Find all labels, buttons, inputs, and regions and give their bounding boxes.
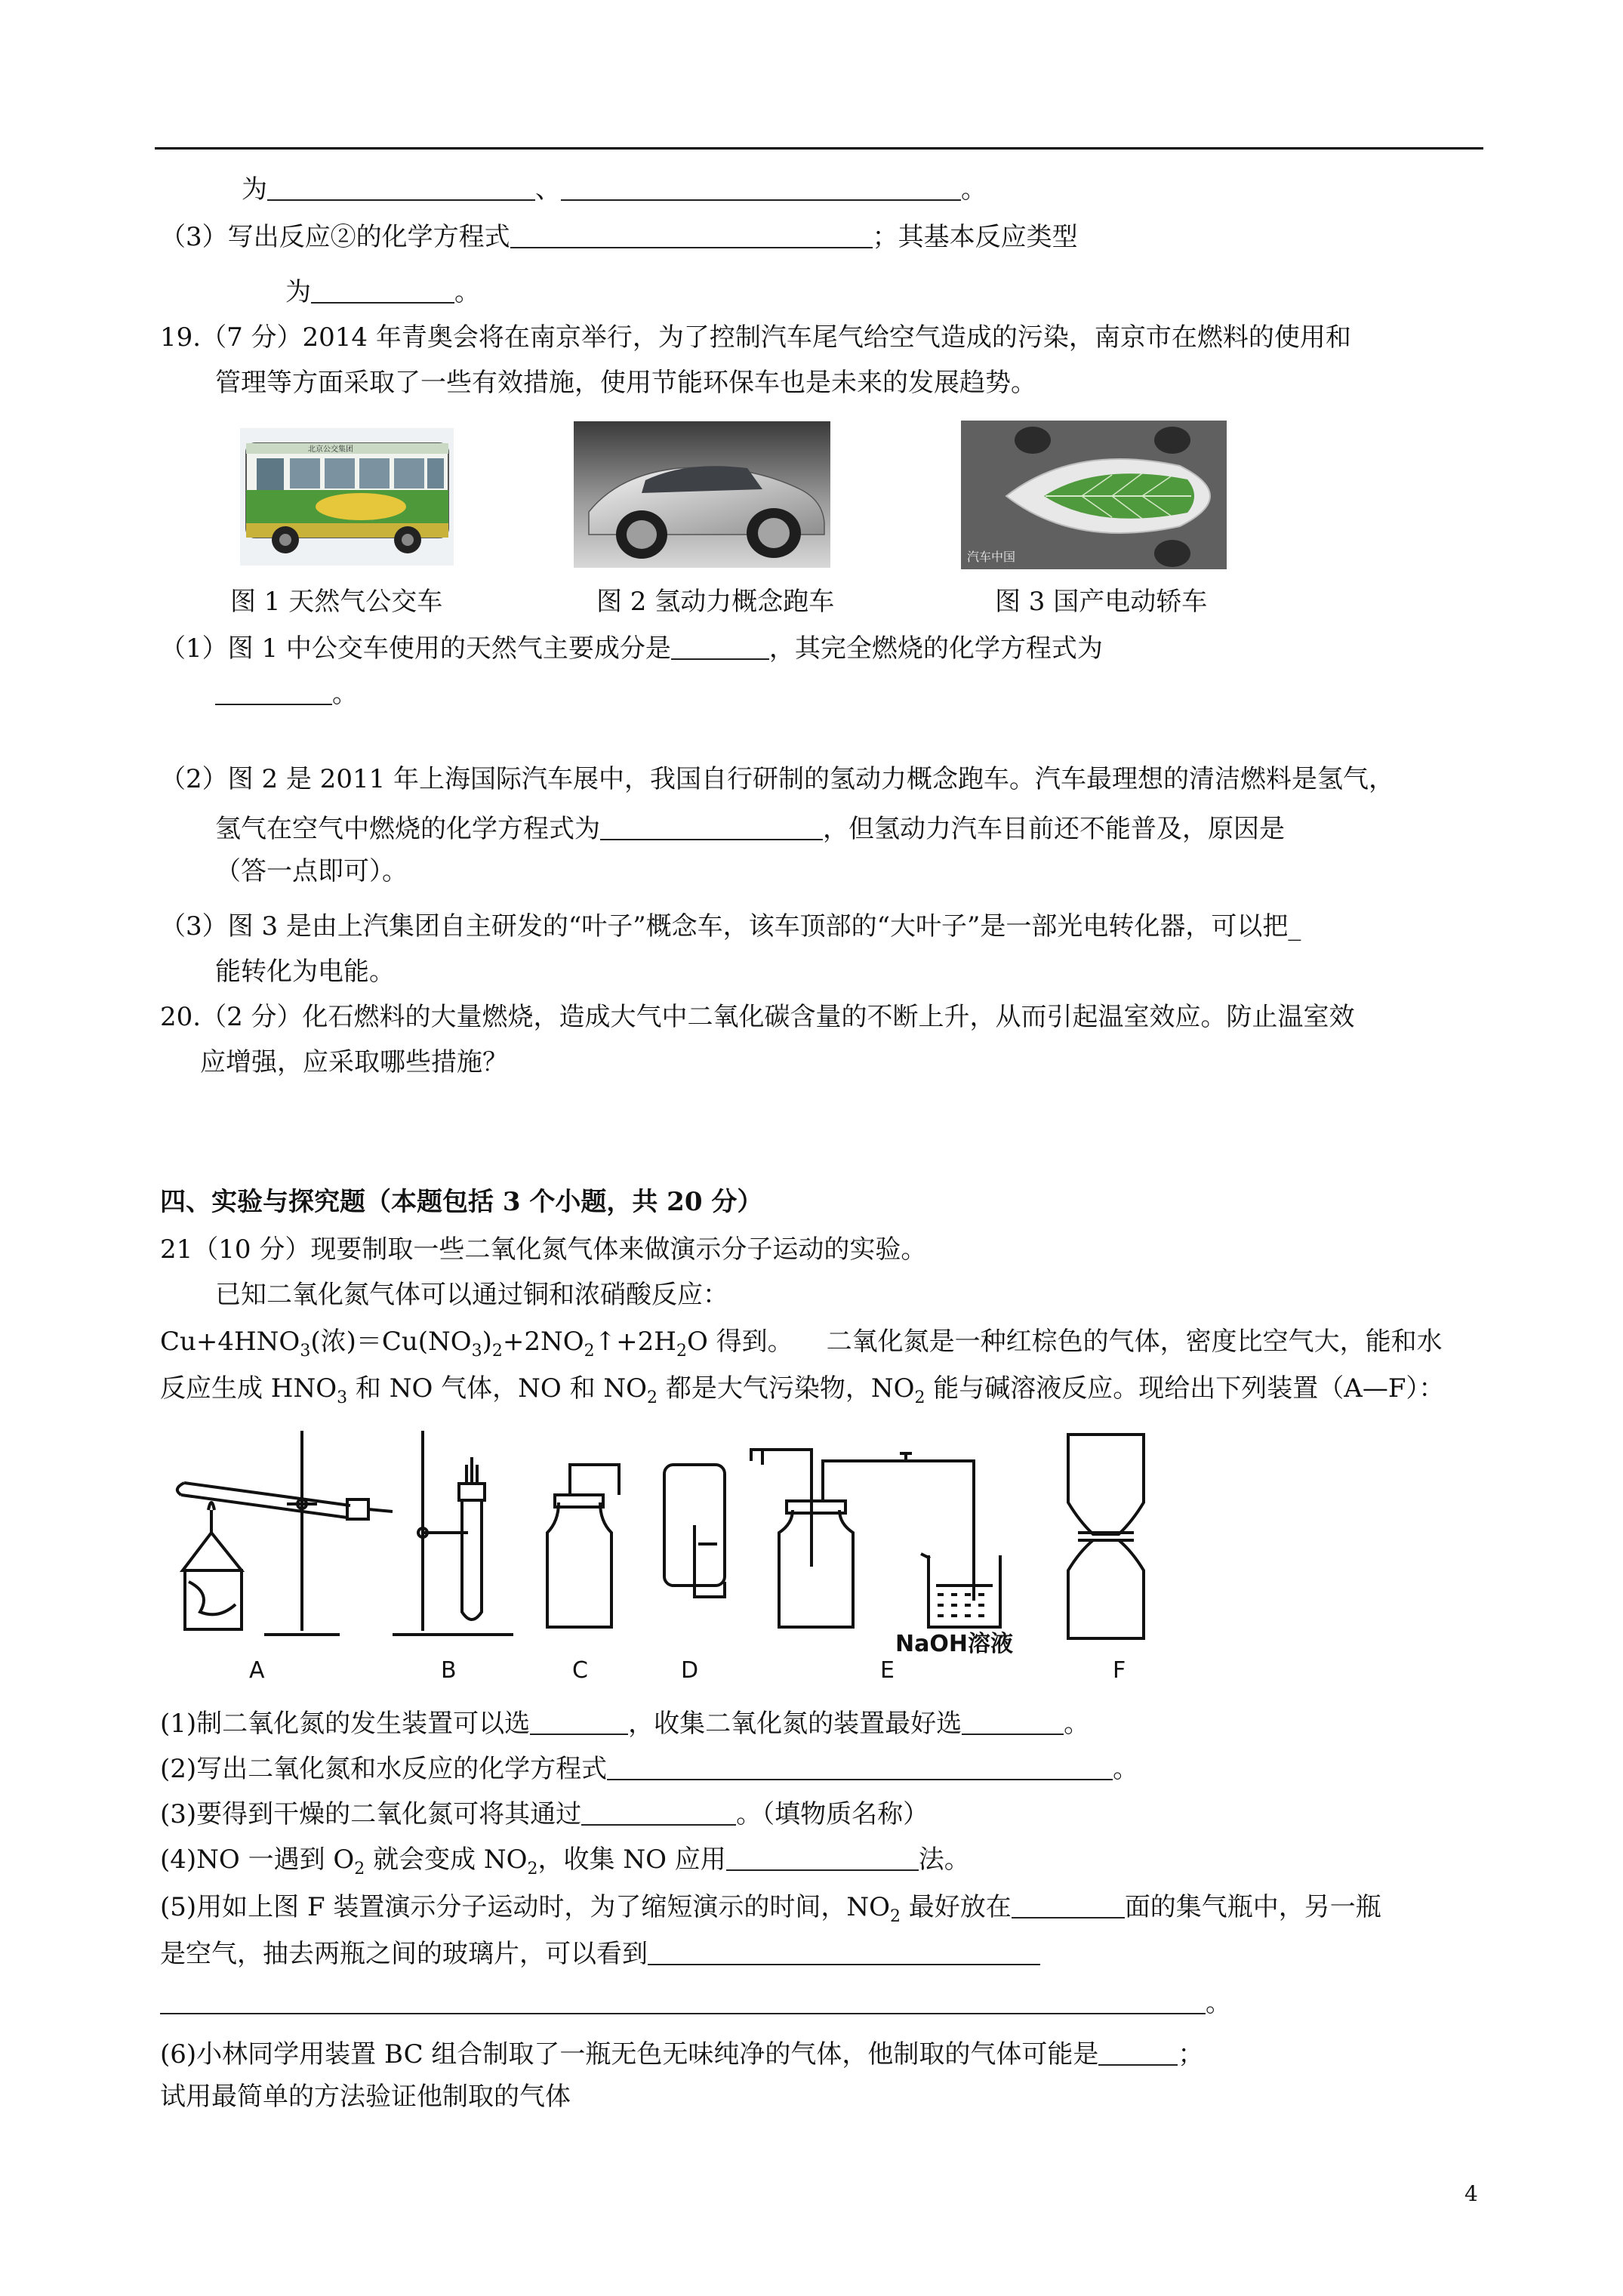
answer-line: 为 、 。: [242, 174, 987, 205]
question-19-3-line2: 能转化为电能。: [215, 957, 395, 987]
question-18-3: （3）写出反应②的化学方程式 ；其基本反应类型: [160, 222, 1078, 252]
apparatus-b: [393, 1431, 513, 1635]
apparatus-label-f: F: [1113, 1657, 1126, 1684]
answer-blank[interactable]: [1098, 2039, 1178, 2066]
figure-3-caption: 图 3 国产电动轿车: [995, 587, 1208, 617]
question-19-2: （2）图 2 是 2011 年上海国际汽车展中，我国自行研制的氢动力概念跑车。汽车最理想的清洁燃料是氢气，: [160, 764, 1395, 794]
apparatus-label-d: D: [681, 1657, 699, 1684]
question-21-6: (6)小林同学用装置 BC 组合制取了一瓶无色无味纯净的气体，他制取的气体可能是 ；: [160, 2039, 1204, 2069]
answer-blank[interactable]: [1012, 1891, 1125, 1918]
page-number: 4: [1464, 2181, 1478, 2206]
apparatus-label-e: E: [880, 1657, 895, 1684]
figure-2-hydrogen-car-photo: [574, 421, 830, 568]
question-19-stem: 19.（7 分）2014 年青奥会将在南京举行，为了控制汽车尾气给空气造成的污染，南京市在燃料的使用和: [160, 322, 1351, 353]
bus-sign-text: 北京公交集团: [308, 445, 353, 454]
figure-3-electric-car-photo: [961, 421, 1227, 569]
question-19-1: （1）图 1 中公交车使用的天然气主要成分是 ，其完全燃烧的化学方程式为: [160, 633, 1103, 664]
answer-blank[interactable]: [160, 1987, 1206, 2014]
apparatus-diagram: [166, 1419, 1208, 1691]
figure-1-bus-photo: [240, 428, 454, 566]
apparatus-a: [177, 1431, 393, 1635]
question-21-4: (4)NO 一遇到 $O_2$ 就会变成 $NO_2$，收集 NO 应用 法。: [160, 1845, 970, 1878]
question-21-5-line3: 。: [160, 1987, 1231, 2016]
question-21-stem: 21（10 分）现要制取一些二氧化氮气体来做演示分子运动的实验。: [160, 1234, 927, 1265]
apparatus-label-a: A: [249, 1657, 265, 1684]
photo-watermark: 汽车中国: [967, 550, 1016, 564]
question-19-3: （3）图 3 是由上汽集团自主研发的“叶子”概念车，该车顶部的“大叶子”是一部光电转化器，可以把_: [160, 911, 1301, 942]
answer-blank[interactable]: [581, 1798, 736, 1826]
question-18-3-line2: 为 。: [285, 277, 480, 307]
answer-blank[interactable]: [648, 1938, 1040, 1965]
question-19-1-line2: 。: [215, 678, 358, 707]
figure-2-caption: 图 2 氢动力概念跑车: [596, 587, 835, 617]
question-19-2-line3: （答一点即可）。: [215, 856, 408, 886]
question-19-stem-line2: 管理等方面采取了一些有效措施，使用节能环保车也是未来的发展趋势。: [215, 368, 1036, 398]
apparatus-c: [547, 1465, 619, 1627]
question-21-6-line2: 试用最简单的方法验证他制取的气体: [160, 2082, 571, 2112]
answer-blank[interactable]: [607, 1753, 1113, 1780]
question-21-1: (1)制二氧化氮的发生装置可以选 ，收集二氧化氮的装置最好选 。: [160, 1709, 1090, 1739]
question-20: 20.（2 分）化石燃料的大量燃烧，造成大气中二氧化碳含量的不断上升，从而引起温室效应。防止温室效: [160, 1002, 1355, 1032]
question-19-2-line2: 氢气在空气中燃烧的化学方程式为 ，但氢动力汽车目前还不能普及，原因是: [215, 814, 1285, 844]
question-21-line2: 已知二氧化氮气体可以通过铜和浓硝酸反应：: [215, 1280, 728, 1310]
question-21-3: (3)要得到干燥的二氧化氮可将其通过 。（填物质名称）: [160, 1799, 929, 1829]
apparatus-label-c: C: [572, 1657, 588, 1684]
apparatus-label-b: B: [441, 1657, 457, 1684]
question-20-line2: 应增强，应采取哪些措施？: [200, 1047, 508, 1077]
reaction-equation: $Cu+4HNO_3$(浓)$=Cu(NO_3)_2+2NO_2↑+2H_2O$ 得到。 二氧化氮是一种红棕色的气体，密度比空气大，能和水: [160, 1327, 1443, 1361]
header-rule: [155, 147, 1483, 149]
answer-blank[interactable]: [530, 1708, 628, 1735]
answer-blank[interactable]: [600, 813, 823, 840]
answer-blank[interactable]: [215, 678, 332, 705]
figure-1-caption: 图 1 天然气公交车: [230, 587, 443, 617]
apparatus-f: [1068, 1435, 1144, 1638]
apparatus-d: [664, 1465, 725, 1597]
question-21-5-line2: 是空气，抽去两瓶之间的玻璃片，可以看到: [160, 1938, 1040, 1967]
question-21-line4: 反应生成 $HNO_3$ 和 NO 气体，NO 和 $NO_2$ 都是大气污染物，$NO_2$ 能与碱溶液反应。现给出下列装置（A—F）：: [160, 1373, 1445, 1407]
answer-blank[interactable]: [311, 276, 454, 304]
apparatus-e: [751, 1450, 1000, 1627]
answer-blank[interactable]: [510, 221, 873, 248]
answer-blank[interactable]: [561, 174, 961, 201]
answer-blank[interactable]: [726, 1844, 919, 1871]
answer-blank[interactable]: [671, 633, 769, 660]
answer-blank[interactable]: [962, 1708, 1064, 1735]
question-21-2: (2)写出二氧化氮和水反应的化学方程式 。: [160, 1754, 1139, 1784]
naoh-solution-label: NaOH溶液: [895, 1631, 1013, 1657]
answer-blank[interactable]: [267, 174, 535, 201]
question-21-5: (5)用如上图 F 装置演示分子运动时，为了缩短演示的时间，$NO_2$ 最好放在 面的集气瓶中，另一瓶: [160, 1892, 1381, 1926]
section-4-title: 四、实验与探究题（本题包括 3 个小题，共 20 分）: [160, 1187, 763, 1217]
